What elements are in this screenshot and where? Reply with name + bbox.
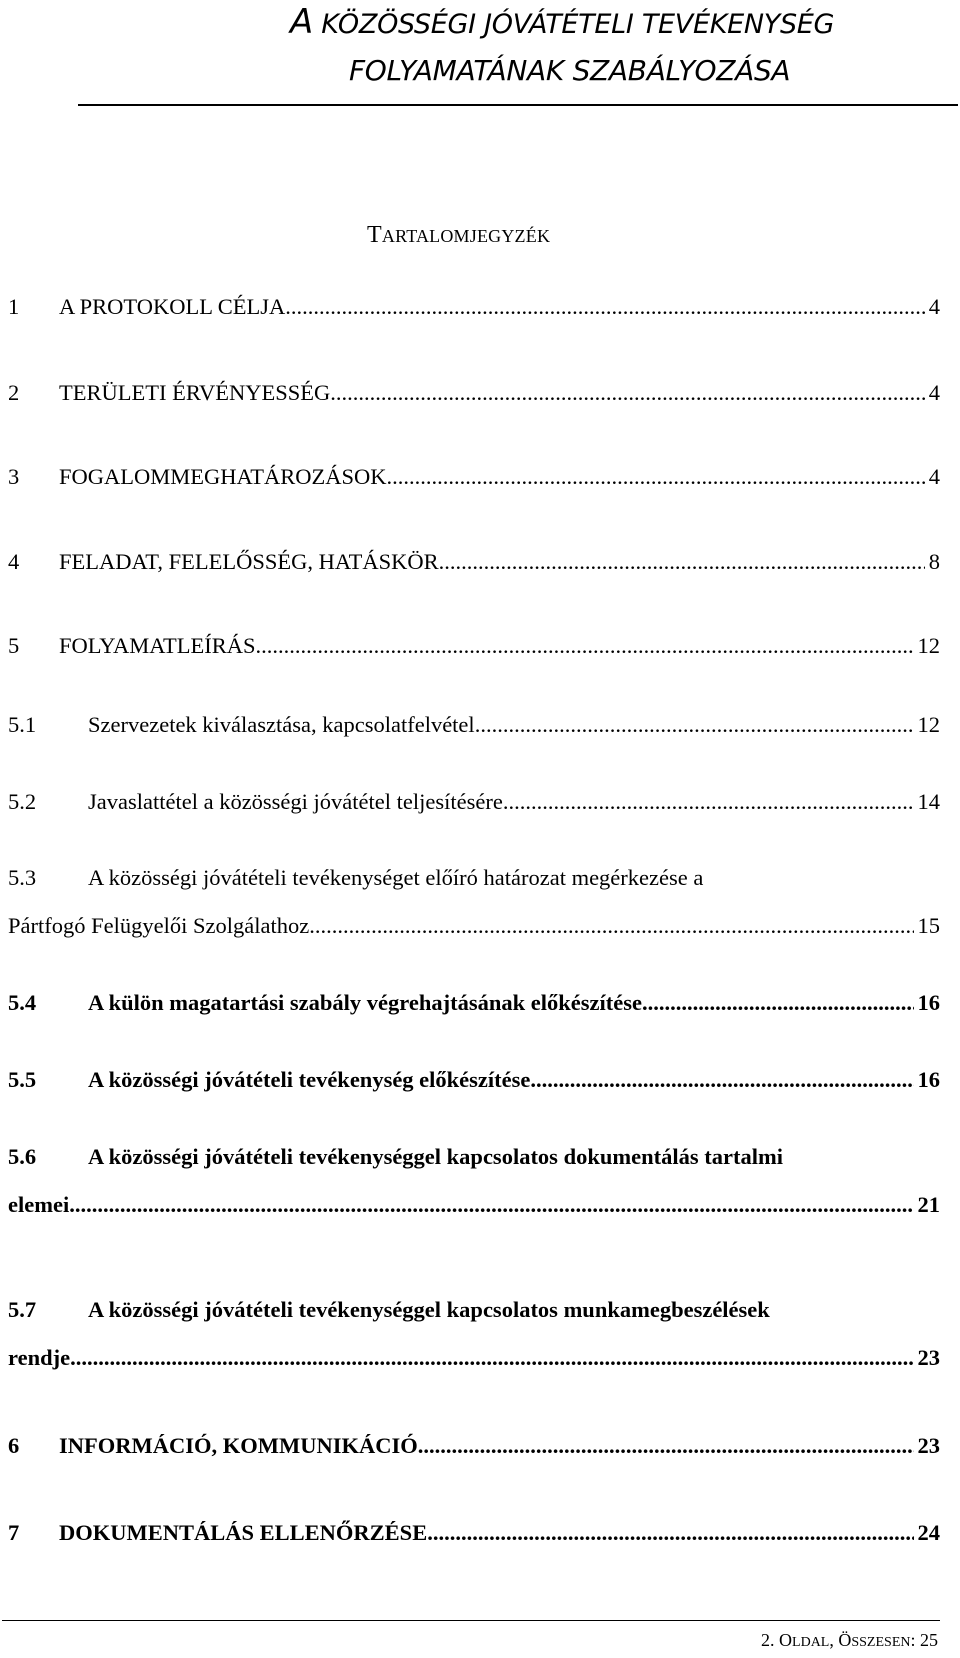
toc-entry-text: FOGALOMMEGHATÁROZÁSOK [59, 464, 387, 489]
page-footer: 2. OLDAL, ÖSSZESEN: 25 [761, 1630, 938, 1650]
toc-entry-text: rendje [8, 1345, 71, 1370]
document-header [0, 0, 960, 108]
toc-entry-page: 4 [928, 294, 940, 319]
toc-entry-number: 4 [8, 549, 20, 574]
toc-leader-dots [439, 547, 925, 577]
toc-entry-text: A közösségi jóvátételi tevékenység előkészítése [88, 1067, 531, 1092]
toc-entry-page: 14 [917, 789, 940, 814]
toc-entry-number: 5.3 [8, 865, 37, 890]
toc-entry-number: 5.7 [8, 1297, 37, 1322]
toc-entry-page: 8 [928, 549, 940, 574]
toc-entry-number: 5 [8, 633, 20, 658]
toc-entry-number: 1 [8, 294, 20, 319]
toc-entry-page: 24 [917, 1520, 940, 1545]
toc-entry-text: FELADAT, FELELŐSSÉG, HATÁSKÖR [59, 549, 439, 574]
toc-entry-text: Szervezetek kiválasztása, kapcsolatfelvétel [88, 712, 475, 737]
toc-entry-number: 5.4 [8, 990, 37, 1015]
toc-entry-page: 23 [917, 1433, 940, 1458]
toc-entry-text: A külön magatartási szabály végrehajtásának előkészítése [88, 990, 642, 1015]
header-title-line-1: A KÖZÖSSÉGI JÓVÁTÉTELI TEVÉKENYSÉG [290, 2, 835, 42]
toc-entry-number: 7 [8, 1520, 20, 1545]
toc-entry-text: DOKUMENTÁLÁS ELLENŐRZÉSE [59, 1520, 428, 1545]
toc-entry-page: 23 [917, 1345, 940, 1370]
toc-entry-page: 15 [917, 913, 940, 938]
toc-entry-page: 21 [917, 1192, 940, 1217]
toc-leader-dots [330, 378, 924, 408]
toc-leader-dots [427, 1518, 913, 1548]
toc-entry-text: A közösségi jóvátételi tevékenységgel kapcsolatos dokumentálás tartalmi [88, 1144, 783, 1169]
toc-leader-dots [530, 1065, 913, 1095]
toc-entry-text: TERÜLETI ÉRVÉNYESSÉG [59, 380, 331, 405]
toc-leader-dots [418, 1431, 914, 1461]
toc-entry-page: 12 [917, 712, 940, 737]
toc-entry-number: 3 [8, 464, 20, 489]
toc-leader-dots [70, 1343, 913, 1373]
toc-entry-page: 12 [917, 633, 940, 658]
toc-leader-dots [309, 911, 913, 941]
toc-entry-text: INFORMÁCIÓ, KOMMUNIKÁCIÓ [59, 1433, 418, 1458]
toc-leader-dots [387, 462, 925, 492]
toc-leader-dots [69, 1190, 913, 1220]
toc-entry-number: 2 [8, 380, 20, 405]
toc-entry-page: 4 [928, 380, 940, 405]
header-rule [78, 104, 958, 106]
toc-entry-page: 16 [917, 990, 940, 1015]
toc-leader-dots [503, 787, 914, 817]
toc-entry-number: 5.2 [8, 789, 37, 814]
toc-leader-dots [256, 631, 914, 661]
toc-entry-text: A PROTOKOLL CÉLJA [59, 294, 286, 319]
toc-entry-text: Pártfogó Felügyelői Szolgálathoz [8, 913, 310, 938]
toc-leader-dots [642, 988, 914, 1018]
toc-entry-text: A közösségi jóvátételi tevékenységgel kapcsolatos munkamegbeszélések [88, 1297, 770, 1322]
toc-leader-dots [285, 292, 924, 322]
toc-entry-text: elemei [8, 1192, 70, 1217]
toc-entry-number: 5.5 [8, 1067, 37, 1092]
toc-entry-text: Javaslattétel a közösségi jóvátétel teljesítésére [88, 789, 503, 814]
header-title-line-2: FOLYAMATÁNAK SZABÁLYOZÁSA [349, 54, 791, 87]
footer-rule [2, 1620, 940, 1621]
toc-leader-dots [475, 710, 914, 740]
toc-entry-number: 5.1 [8, 712, 37, 737]
toc-entry-number: 6 [8, 1433, 20, 1458]
toc-entry-text: FOLYAMATLEÍRÁS [59, 633, 256, 658]
toc-title: TARTALOMJEGYZÉK [367, 222, 551, 248]
toc-entry-number: 5.6 [8, 1144, 37, 1169]
toc-entry-page: 4 [928, 464, 940, 489]
toc-entry-text: A közösségi jóvátételi tevékenységet előíró határozat megérkezése a [88, 865, 704, 890]
toc-entry-page: 16 [917, 1067, 940, 1092]
